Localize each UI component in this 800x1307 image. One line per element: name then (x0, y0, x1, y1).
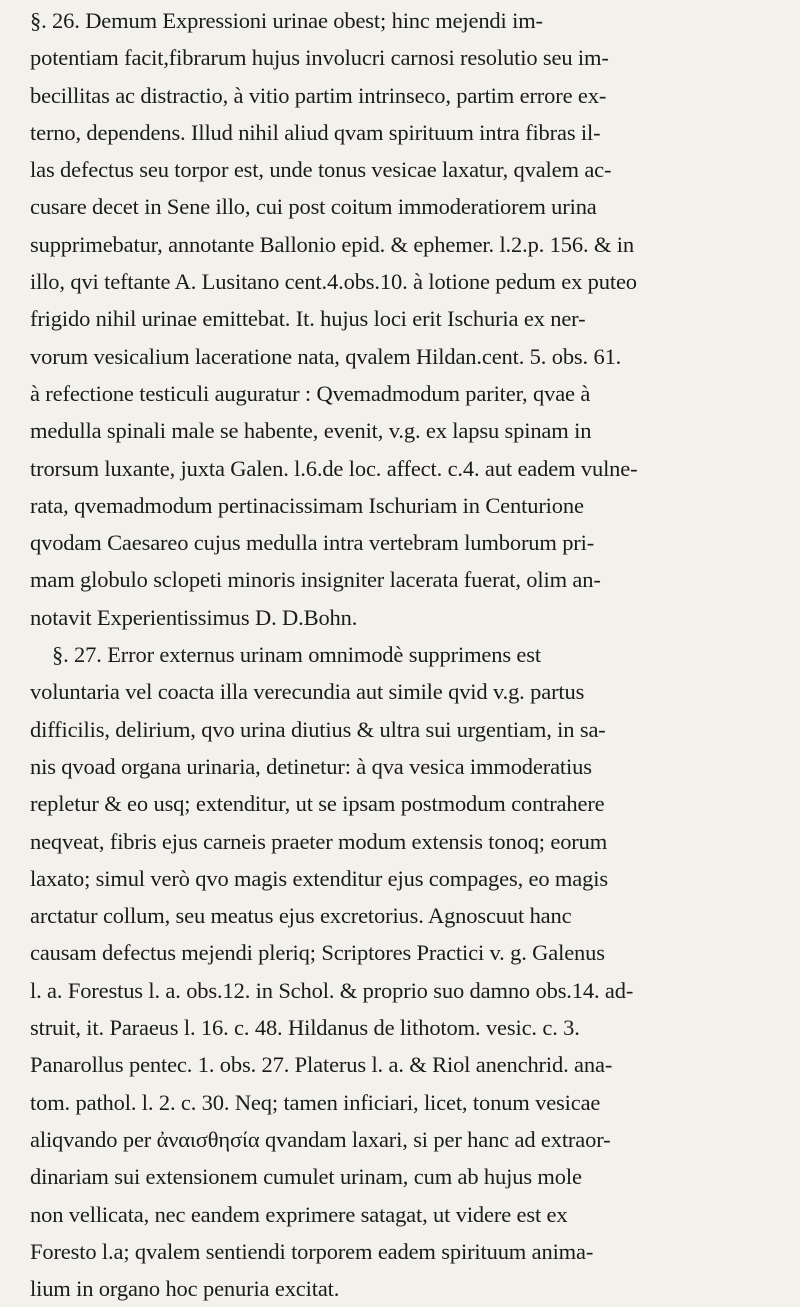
text-line: becillitas ac distractio, à vitio partim intrinseco, partim errore ex- (30, 82, 607, 108)
text-line: las defectus seu torpor est, unde tonus vesicae laxatur, qvalem ac- (30, 157, 612, 183)
text-line: rata, qvemadmodum pertinacissimam Ischuriam in Centurione (30, 492, 584, 518)
text-line: arctatur collum, seu meatus ejus excretorius. Agnoscuut hanc (30, 903, 572, 929)
text-line: illo, qvi teftante A. Lusitano cent.4.obs.10. à lotione pedum ex puteo (30, 269, 637, 295)
latin-text-block (30, 2, 774, 1307)
text-line: terno, dependens. Illud nihil aliud qvam spirituum intra fibras il- (30, 119, 601, 145)
text-line: neqveat, fibris ejus carneis praeter modum extensis tonoq; eorum (30, 828, 608, 854)
text-line: repletur & eo usq; extenditur, ut se ipsam postmodum contrahere (30, 791, 605, 817)
text-line: trorsum luxante, juxta Galen. l.6.de loc. affect. c.4. aut eadem vulne- (30, 455, 638, 481)
text-line: tom. pathol. l. 2. c. 30. Neq; tamen inficiari, licet, tonum vesicae (30, 1089, 601, 1115)
text-line: §. 26. Demum Expressioni urinae obest; hinc mejendi im- (30, 8, 543, 33)
text-line: à refectione testiculi auguratur : Qvemadmodum pariter, qvae à (30, 380, 591, 406)
text-line: medulla spinali male se habente, evenit, v.g. ex lapsu spinam in (30, 418, 592, 444)
text-line: Foresto l.a; qvalem sentiendi torporem eadem spirituum anima- (30, 1238, 594, 1264)
text-line: l. a. Forestus l. a. obs.12. in Schol. & proprio suo damno obs.14. ad- (30, 977, 634, 1003)
text-line: cusare decet in Sene illo, cui post coitum immoderatiorem urina (30, 194, 597, 220)
text-line: supprimebatur, annotante Ballonio epid. & ephemer. l.2.p. 156. & in (30, 231, 634, 257)
text-line: aliqvando per ἀναισθησία qvandam laxari, si per hanc ad extraor- (30, 1126, 611, 1152)
text-line: mam globulo sclopeti minoris insigniter lacerata fuerat, olim an- (30, 567, 601, 593)
text-line: Panarollus pentec. 1. obs. 27. Platerus l. a. & Riol anenchrid. ana- (30, 1052, 613, 1078)
text-line: potentiam facit,fibrarum hujus involucri carnosi resolutio seu im- (30, 45, 609, 71)
text-line: dinariam sui extensionem cumulet urinam, cum ab hujus mole (30, 1164, 582, 1190)
text-line: notavit Experientissimus D. D.Bohn. (30, 604, 358, 630)
text-line: laxato; simul verò qvo magis extenditur ejus compages, eo magis (30, 865, 608, 891)
text-line: voluntaria vel coacta illa verecundia aut simile qvid v.g. partus (30, 679, 585, 705)
text-line: §. 27. Error externus urinam omnimodè supprimens est (52, 642, 541, 668)
text-line: qvodam Caesareo cujus medulla intra vertebram lumborum pri- (30, 530, 595, 556)
text-line: vorum vesicalium laceratione nata, qvalem Hildan.cent. 5. obs. 61. (30, 343, 622, 369)
text-line: frigido nihil urinae emittebat. It. hujus loci erit Ischuria ex ner- (30, 306, 586, 332)
text-line: lium in organo hoc penuria excitat. (30, 1276, 340, 1302)
text-line: struit, it. Paraeus l. 16. c. 48. Hildanus de lithotom. vesic. c. 3. (30, 1015, 580, 1041)
text-line: causam defectus mejendi pleriq; Scriptores Practici v. g. Galenus (30, 940, 605, 966)
text-line: difficilis, delirium, qvo urina diutius & ultra sui urgentiam, in sa- (30, 716, 606, 742)
text-line: nis qvoad organa urinaria, detinetur: à qva vesica immoderatius (30, 753, 592, 779)
text-line: non vellicata, nec eandem exprimere satagat, ut videre est ex (30, 1201, 568, 1227)
